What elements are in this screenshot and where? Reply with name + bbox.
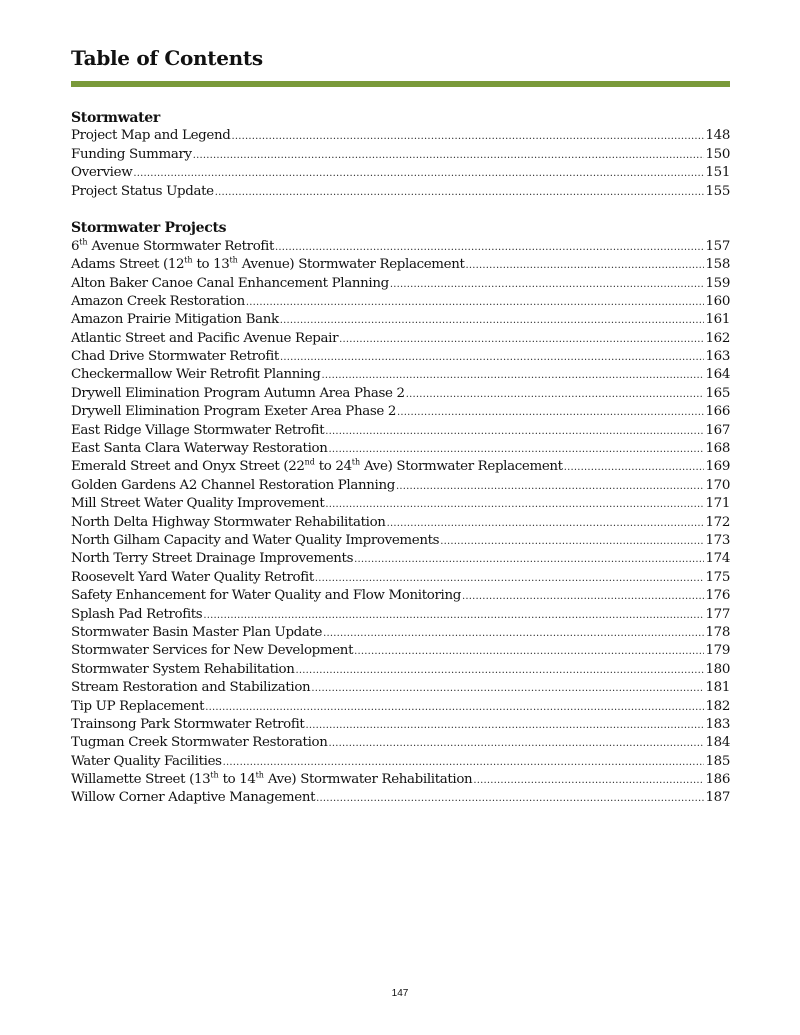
title-text: Roosevelt Yard Water Quality Retrofit — [71, 569, 314, 585]
title-text: Safety Enhancement for Water Quality and Flow Monitoring — [71, 588, 461, 604]
section-gap — [71, 201, 730, 219]
toc-page-number: 160 — [705, 293, 730, 309]
toc-page-number: 187 — [705, 790, 730, 806]
toc-entry-title — [71, 256, 465, 274]
toc-entry-title — [71, 422, 324, 440]
title-text: to 24 — [314, 459, 352, 475]
toc-page-number: 161 — [705, 312, 730, 328]
title-text: Project Status Update — [71, 183, 214, 199]
dot-leader — [316, 790, 704, 808]
title-text: Stormwater Basin Master Plan Update — [71, 624, 323, 640]
toc-entry-title — [71, 238, 274, 256]
toc-page-number: 162 — [705, 330, 730, 346]
toc-page-number: 179 — [705, 643, 730, 659]
toc-entry[interactable] — [71, 146, 730, 164]
toc-entry-title — [71, 753, 222, 771]
toc-entry[interactable] — [71, 164, 730, 182]
toc-entry-title — [71, 366, 320, 384]
toc-entry-title — [71, 293, 245, 311]
toc-entry-title — [71, 661, 295, 679]
toc-entry-title — [71, 458, 563, 476]
dot-leader — [311, 680, 704, 698]
dot-leader — [329, 735, 705, 753]
toc-entry[interactable] — [71, 771, 730, 789]
toc-entry[interactable] — [71, 293, 730, 311]
ordinal-suffix: th — [229, 255, 238, 265]
toc-entry-title — [71, 642, 353, 660]
toc-entry[interactable] — [71, 587, 730, 605]
toc-entry[interactable] — [71, 734, 730, 752]
title-text: Golden Gardens A2 Channel Restoration Planning — [71, 477, 395, 493]
dot-leader — [339, 331, 704, 349]
title-text: Amazon Prairie Mitigation Bank — [71, 312, 279, 328]
toc-page-number: 174 — [705, 551, 730, 567]
toc-entry-title — [71, 403, 396, 421]
title-text: Tip UP Replacement — [71, 698, 205, 714]
toc-page-number: 177 — [705, 606, 730, 622]
dot-leader — [396, 478, 705, 496]
toc-page-number: 184 — [705, 735, 730, 751]
toc-entry[interactable] — [71, 348, 730, 366]
toc-entry[interactable] — [71, 495, 730, 513]
toc-entry[interactable] — [71, 569, 730, 587]
toc-entry-title — [71, 789, 315, 807]
dot-leader — [325, 423, 704, 441]
toc-entry-title — [71, 587, 461, 605]
dot-leader — [223, 754, 705, 772]
toc-entry-title — [71, 734, 328, 752]
toc-page-number: 157 — [705, 238, 730, 254]
ordinal-suffix: th — [351, 457, 361, 467]
title-text: Drywell Elimination Program Exeter Area Phase 2 — [71, 404, 397, 420]
dot-leader — [440, 533, 704, 551]
toc-entry-title — [71, 164, 132, 182]
toc-entry[interactable] — [71, 661, 730, 679]
title-text: Stormwater Services for New Development — [71, 643, 354, 659]
dot-leader — [193, 147, 705, 165]
toc-entry[interactable] — [71, 679, 730, 697]
toc-entry-title — [71, 624, 322, 642]
dot-leader — [354, 643, 704, 661]
toc-entry[interactable] — [71, 606, 730, 624]
toc-entry-title — [71, 127, 230, 145]
table-of-contents — [71, 109, 730, 808]
title-text: Trainsong Park Stormwater Retrofit — [71, 716, 305, 732]
toc-page-number: 166 — [705, 404, 730, 420]
toc-entry-title — [71, 385, 405, 403]
page-number: 147 — [391, 988, 409, 999]
title-text: Avenue) Stormwater Replacement — [237, 257, 465, 273]
title-text: Stream Restoration and Stabilization — [71, 680, 311, 696]
dot-leader — [397, 404, 704, 422]
toc-entry-title — [71, 771, 472, 789]
toc-page-number: 151 — [705, 165, 730, 181]
title-text: North Terry Street Drainage Improvements — [71, 551, 354, 567]
toc-page-number: 169 — [705, 459, 730, 475]
title-text: Tugman Creek Stormwater Restoration — [71, 735, 328, 751]
toc-page-number: 181 — [705, 680, 730, 696]
title-text: Splash Pad Retrofits — [71, 606, 203, 622]
toc-entry[interactable] — [71, 275, 730, 293]
section-heading: Stormwater Projects — [71, 220, 227, 237]
toc-entry[interactable] — [71, 311, 730, 329]
toc-entry-title — [71, 146, 192, 164]
toc-entry-title — [71, 698, 204, 716]
dot-leader — [323, 625, 704, 643]
toc-entry[interactable] — [71, 624, 730, 642]
dot-leader — [315, 570, 705, 588]
toc-page-number: 182 — [705, 698, 730, 714]
toc-entry[interactable] — [71, 532, 730, 550]
dot-leader — [280, 312, 705, 330]
toc-entry[interactable] — [71, 238, 730, 256]
dot-leader — [473, 772, 704, 790]
toc-entry-title — [71, 679, 310, 697]
toc-page-number: 158 — [705, 257, 730, 273]
title-text: Atlantic Street and Pacific Avenue Repair — [71, 330, 339, 346]
toc-entry-title — [71, 514, 386, 532]
title-text: Adams Street (12 — [71, 257, 185, 273]
toc-page-number: 150 — [705, 146, 730, 162]
title-text: Amazon Creek Restoration — [71, 293, 245, 309]
toc-entry[interactable] — [71, 550, 730, 568]
title-text: Chad Drive Stormwater Retrofit — [71, 349, 279, 365]
title-text: East Ridge Village Stormwater Retrofit — [71, 422, 325, 438]
ordinal-suffix: th — [79, 237, 88, 247]
dot-leader — [231, 128, 704, 146]
toc-page-number: 176 — [705, 588, 730, 604]
toc-page-number: 165 — [705, 385, 730, 401]
toc-page-number: 170 — [705, 477, 730, 493]
toc-entry[interactable] — [71, 440, 730, 458]
dot-leader — [466, 257, 705, 275]
toc-entry-title — [71, 532, 439, 550]
page-title: Table of Contents — [71, 46, 263, 70]
toc-entry[interactable] — [71, 789, 730, 807]
section-heading: Stormwater — [71, 110, 160, 126]
dot-leader — [296, 662, 705, 680]
toc-entry-title — [71, 495, 324, 513]
dot-leader — [215, 184, 705, 202]
toc-entry-title — [71, 311, 279, 329]
title-text: Project Map and Legend — [71, 128, 231, 144]
title-text: Alton Baker Canoe Canal Enhancement Planning — [71, 275, 389, 291]
toc-page-number: 155 — [705, 183, 730, 199]
title-text: Funding Summary — [71, 146, 192, 162]
toc-page-number: 172 — [705, 514, 730, 530]
toc-entry-title — [71, 477, 395, 495]
dot-leader — [354, 551, 704, 569]
toc-entry[interactable] — [71, 256, 730, 274]
toc-page-number: 159 — [705, 275, 730, 291]
toc-page-number: 173 — [705, 532, 730, 548]
title-text: Avenue Stormwater Retrofit — [87, 238, 274, 254]
toc-entry[interactable] — [71, 716, 730, 734]
ordinal-suffix: nd — [304, 457, 315, 467]
toc-page-number: 171 — [705, 496, 730, 512]
dot-leader — [564, 459, 705, 477]
toc-page-number: 183 — [705, 716, 730, 732]
dot-leader — [321, 367, 704, 385]
toc-entry[interactable] — [71, 366, 730, 384]
dot-leader — [406, 386, 705, 404]
toc-entry-title — [71, 348, 279, 366]
dot-leader — [387, 515, 705, 533]
dot-leader — [390, 276, 705, 294]
toc-page-number: 167 — [705, 422, 730, 438]
title-text: Stormwater System Rehabilitation — [71, 661, 295, 677]
dot-leader — [462, 588, 705, 606]
toc-page-number: 168 — [705, 441, 730, 457]
ordinal-suffix: th — [184, 255, 193, 265]
toc-entry[interactable] — [71, 330, 730, 348]
title-text: Checkermallow Weir Retrofit Planning — [71, 367, 321, 383]
ordinal-suffix: th — [210, 770, 219, 780]
title-text: Drywell Elimination Program Autumn Area Phase 2 — [71, 385, 405, 401]
toc-entry[interactable] — [71, 514, 730, 532]
toc-entry-title — [71, 606, 202, 624]
toc-entry-title — [71, 550, 353, 568]
dot-leader — [133, 165, 704, 183]
toc-page-number: 164 — [705, 367, 730, 383]
toc-entry[interactable] — [71, 183, 730, 201]
toc-entry-title — [71, 440, 327, 458]
title-text: Willamette Street (13 — [71, 772, 211, 788]
title-text: to 14 — [218, 772, 256, 788]
toc-entry-title — [71, 716, 304, 734]
toc-entry[interactable] — [71, 477, 730, 495]
ordinal-suffix: th — [255, 770, 264, 780]
title-text: Ave) Stormwater Replacement — [360, 459, 563, 475]
title-text: North Gilham Capacity and Water Quality Improvements — [71, 532, 440, 548]
toc-page-number: 185 — [705, 753, 730, 769]
toc-page-number: 175 — [705, 569, 730, 585]
dot-leader — [205, 699, 704, 717]
dot-leader — [275, 239, 704, 257]
dot-leader — [280, 349, 705, 367]
toc-entry[interactable] — [71, 753, 730, 771]
toc-entry[interactable] — [71, 127, 730, 145]
toc-page-number: 163 — [705, 349, 730, 365]
title-text: Ave) Stormwater Rehabilitation — [263, 772, 473, 788]
toc-entry[interactable] — [71, 698, 730, 716]
title-text: 6 — [71, 238, 80, 254]
toc-entry[interactable] — [71, 385, 730, 403]
toc-entry[interactable] — [71, 422, 730, 440]
title-text: Overview — [71, 165, 133, 181]
toc-entry-title — [71, 330, 338, 348]
dot-leader — [203, 607, 704, 625]
toc-entry-title — [71, 183, 214, 201]
toc-page-number: 180 — [705, 661, 730, 677]
dot-leader — [305, 717, 704, 735]
title-text: East Santa Clara Waterway Restoration — [71, 441, 328, 457]
title-text: Mill Street Water Quality Improvement — [71, 496, 325, 512]
dot-leader — [246, 294, 705, 312]
title-text: North Delta Highway Stormwater Rehabilitation — [71, 514, 386, 530]
toc-entry-title — [71, 569, 314, 587]
dot-leader — [325, 496, 704, 514]
toc-entry[interactable] — [71, 642, 730, 660]
title-rule — [71, 81, 730, 87]
toc-page-number: 186 — [705, 772, 730, 788]
title-text: to 13 — [192, 257, 230, 273]
title-text: Willow Corner Adaptive Management — [71, 790, 316, 806]
toc-entry[interactable] — [71, 458, 730, 476]
dot-leader — [328, 441, 704, 459]
toc-entry[interactable] — [71, 403, 730, 421]
toc-page-number: 148 — [705, 128, 730, 144]
toc-entry-title — [71, 275, 389, 293]
toc-page-number: 178 — [705, 624, 730, 640]
title-text: Emerald Street and Onyx Street (22 — [71, 459, 305, 475]
title-text: Water Quality Facilities — [71, 753, 222, 769]
